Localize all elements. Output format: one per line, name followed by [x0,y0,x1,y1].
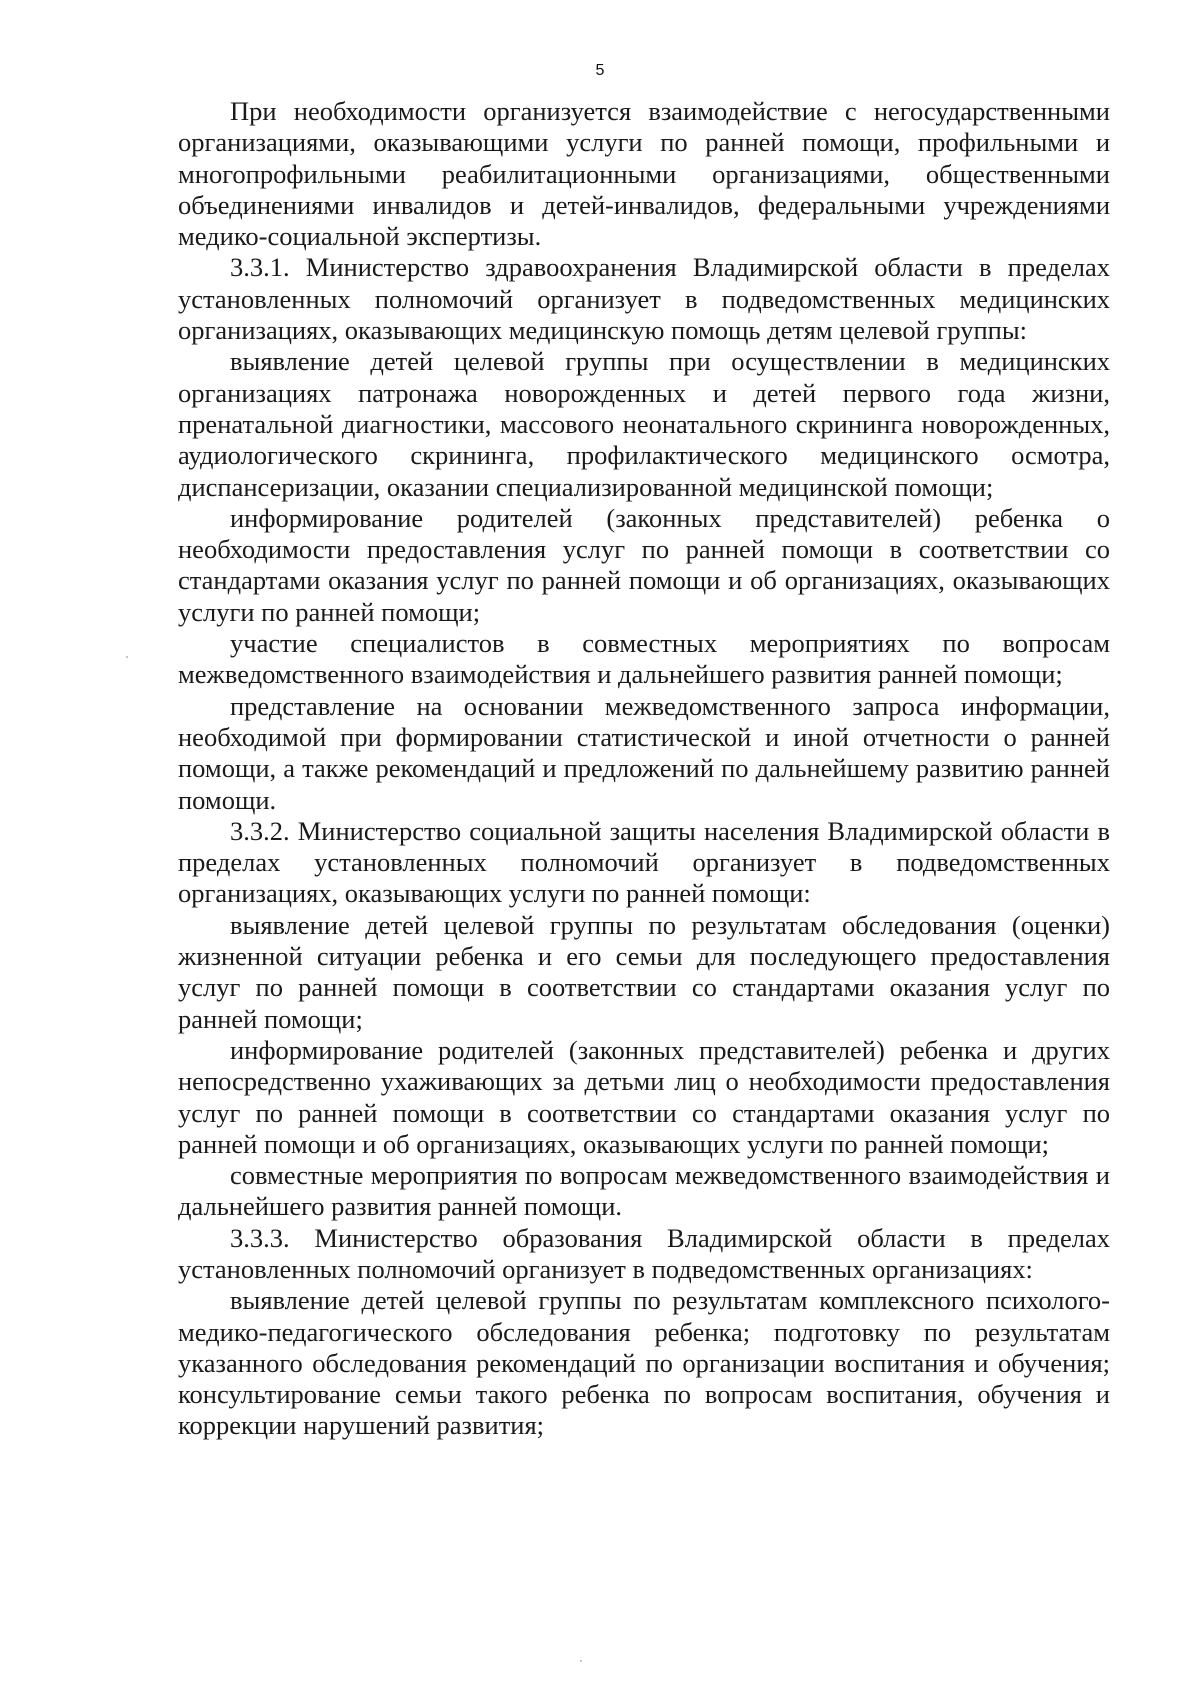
paragraph-3-3-2-informing: информирование родителей (законных представителей) ребенка и других непосредственно ухаживающих за детьми лиц о необходимости предоставления услуг по ранней помощи в соответствии со стандартами оказания услуг по ранней помощи и об организациях, оказывающих услуги по ранней помощи; [178,1034,1110,1159]
paragraph-3-3-1-reporting: представление на основании межведомственного запроса информации, необходимой при формировании статистической и иной отчетности о ранней помощи, а также рекомендаций и предложений по дальнейшему развитию ранней помощи. [178,690,1110,815]
scan-artifact-dot [580,1660,582,1662]
scan-artifact-dot [126,656,128,658]
paragraph-interaction: При необходимости организуется взаимодействие с негосударственными организациями, оказывающими услуги по ранней помощи, профильными и многопрофильными реабилитационными организациями, общественными объединениями инвалидов и детей-инвалидов, федеральными учреждениями медико-социальной экспертизы. [178,96,1110,252]
paragraph-3-3-1-informing: информирование родителей (законных представителей) ребенка о необходимости предоставления услуг по ранней помощи в соответствии со стандартами оказания услуг по ранней помощи и об организациях, оказывающих услуги по ранней помощи; [178,502,1110,627]
paragraph-3-3-2-heading: 3.3.2. Министерство социальной защиты населения Владимирской области в пределах установленных полномочий организует в подведомственных организациях, оказывающих услуги по ранней помощи: [178,815,1110,909]
paragraph-3-3-2-identification: выявление детей целевой группы по результатам обследования (оценки) жизненной ситуации ребенка и его семьи для последующего предоставления услуг по ранней помощи в соответствии со стандартами оказания услуг по ранней помощи; [178,909,1110,1034]
paragraph-3-3-1-heading: 3.3.1. Министерство здравоохранения Владимирской области в пределах установленных полномочий организует в подведомственных медицинских организациях, оказывающих медицинскую помощь детям целевой группы: [178,252,1110,346]
paragraph-3-3-3-heading: 3.3.3. Министерство образования Владимирской области в пределах установленных полномочий организует в подведомственных организациях: [178,1222,1110,1284]
paragraph-3-3-3-identification: выявление детей целевой группы по результатам комплексного психолого-медико-педагогического обследования ребенка; подготовку по результатам указанного обследования рекомендаций по организации воспитания и обучения; консультирование семьи такого ребенка по вопросам воспитания, обучения и коррекции нарушений развития; [178,1285,1110,1441]
page-number: 5 [595,62,605,79]
document-body [178,96,1110,1442]
paragraph-3-3-1-identification: выявление детей целевой группы при осуществлении в медицинских организациях патронажа новорожденных и детей первого года жизни, пренатальной диагностики, массового неонатального скрининга новорожденных, аудиологического скрининга, профилактического медицинского осмотра, диспансеризации, оказании специализированной медицинской помощи; [178,346,1110,502]
paragraph-3-3-2-joint-events: совместные мероприятия по вопросам межведомственного взаимодействия и дальнейшего развития ранней помощи. [178,1160,1110,1222]
paragraph-3-3-1-participation: участие специалистов в совместных мероприятиях по вопросам межведомственного взаимодействия и дальнейшего развития ранней помощи; [178,628,1110,690]
